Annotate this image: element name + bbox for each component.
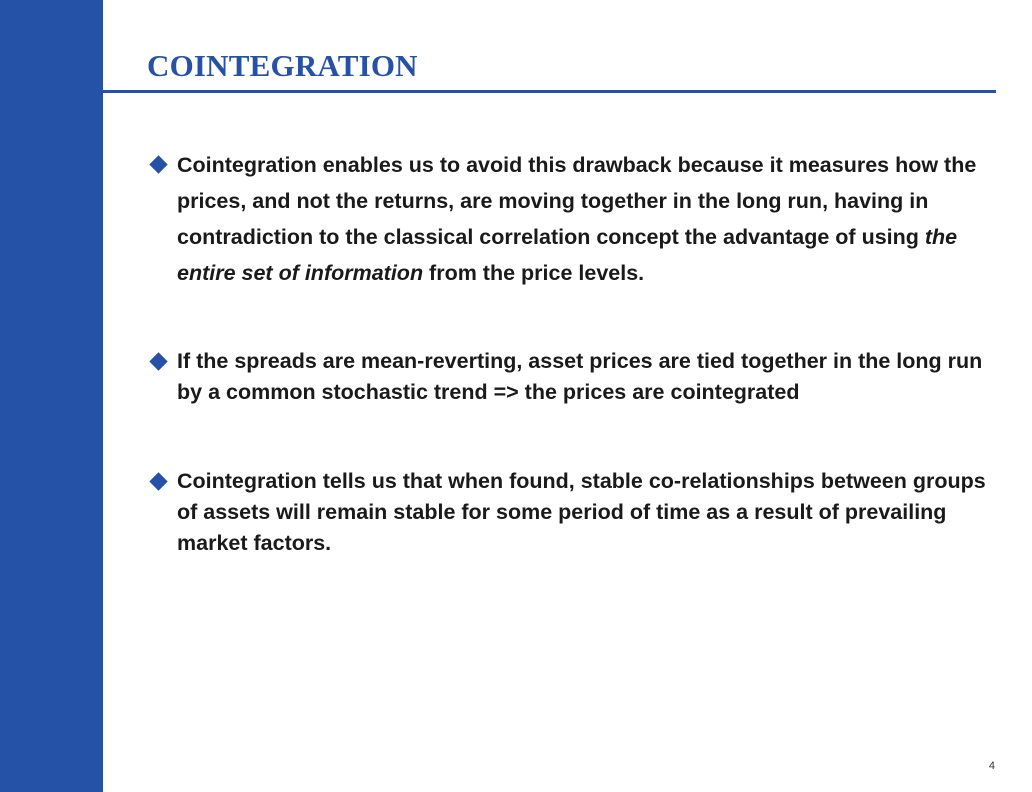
page-number: 4 [988, 760, 995, 772]
left-sidebar-band [0, 0, 103, 792]
bullet-1-part-1: Cointegration enables us to avoid this drawback because it measures how the prices, and not the returns, are moving together in the long run, having in contradiction to the classical correlation concept the advantage of using [177, 153, 977, 249]
diamond-bullet-icon [149, 352, 167, 370]
title-underline-left [36, 90, 103, 93]
bullet-1-emphasis: the entire set of information [177, 225, 958, 285]
bullet-1-part-2: from the price levels. [423, 261, 645, 285]
slide-title: COINTEGRATION [147, 48, 418, 83]
title-underline [103, 90, 996, 93]
diamond-bullet-icon [149, 472, 167, 490]
bullet-item-1 [147, 147, 997, 291]
bullet-text-1 [177, 147, 997, 291]
bullet-item-3 [147, 466, 997, 559]
bullet-text-2: If the spreads are mean-reverting, asset prices are tied together in the long run by a common stochastic trend => the prices are cointegrated [177, 349, 983, 404]
diamond-bullet-icon [149, 155, 167, 173]
bullet-item-2 [147, 346, 997, 408]
bullet-text-3: Cointegration tells us that when found, stable co-relationships between groups of assets will remain stable for some period of time as a result of prevailing market factors. [177, 469, 986, 555]
